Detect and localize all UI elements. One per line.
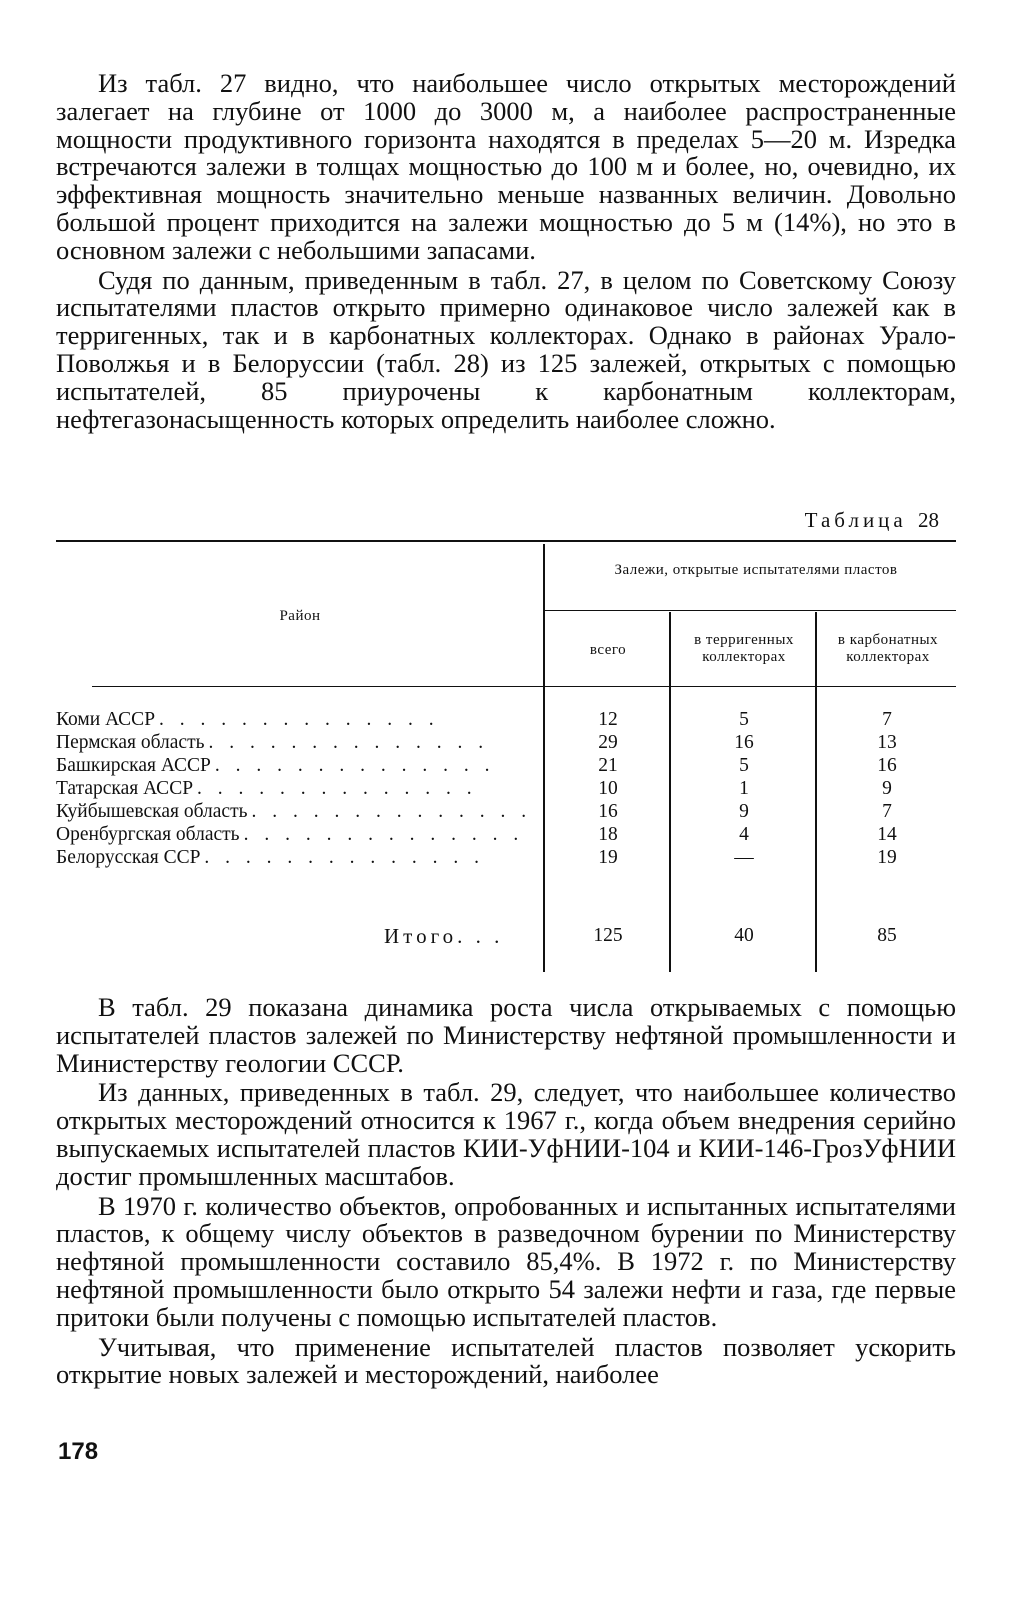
header-region: Район [279, 608, 321, 624]
cell-terrigenous: 4 [739, 824, 749, 845]
page-number: 178 [58, 1438, 99, 1465]
cell-carbonate: 13 [877, 732, 897, 753]
region-header-swash [92, 686, 544, 687]
cell-terrigenous: 16 [734, 732, 754, 753]
leader-dots: . . . . . . . . . . . . . . [204, 847, 485, 868]
header-group: Залежи, открытые испытателями пластов [614, 562, 898, 578]
cell-terrigenous: 9 [739, 801, 749, 822]
leader-dots: . . . . . . . . . . . . . . [214, 755, 495, 776]
table-caption [805, 508, 939, 533]
cell-total: 10 [598, 778, 618, 799]
table-row-region: Оренбургская область . . . . . . . . . . . . . . [56, 824, 524, 845]
paragraph: В 1970 г. количество объектов, опробованных и испытанных испытателями пластов, к общему числу объектов в разведочном бурении по Министерству нефтяной промышленности составило 85,4%. В 1972 г. по Министерству нефтяной промышленности было открыто 54 залежи нефти и газа, где первые притоки были получены с помощью испытателей пластов. [56, 1190, 956, 1332]
table-row-region: Белорусская ССР . . . . . . . . . . . . . . [56, 847, 485, 868]
bottom-text [56, 994, 956, 1389]
table-caption-number: 28 [918, 508, 939, 532]
cell-carbonate: 7 [882, 801, 892, 822]
totals-terrigenous: 40 [734, 925, 754, 946]
leader-dots: . . . . . . . . . . . . . . [243, 824, 524, 845]
header-bottom-rule [544, 686, 956, 687]
table-row-region: Татарская АССР . . . . . . . . . . . . . . [56, 778, 478, 799]
paragraph: В табл. 29 показана динамика роста числа открываемых с помощью испытателей пластов залежей по Министерству нефтяной промышленности и Министерству геологии СССР. [56, 992, 956, 1078]
table-row-region: Пермская область . . . . . . . . . . . . . . [56, 732, 489, 753]
totals-label: Итого. . . [384, 924, 504, 948]
group-header-rule [544, 610, 956, 611]
paragraph: Судя по данным, приведенным в табл. 27, в целом по Советскому Союзу испытателями пластов открыто примерно одинаковое число залежей как в терригенных, так и в карбонатных коллекторах. Однако в районах Урало-Поволжья и в Белоруссии (табл. 28) из 125 залежей, открытых с помощью испытателей, 85 приурочены к карбонатным коллекторам, нефтегазонасыщенность которых определить наиболее сложно. [56, 264, 956, 434]
cell-carbonate: 19 [877, 847, 897, 868]
cell-terrigenous: — [734, 847, 754, 868]
leader-dots: . . . . . . . . . . . . . . [159, 709, 440, 730]
cell-carbonate: 16 [877, 755, 897, 776]
leader-dots: . . . . . . . . . . . . . . [251, 801, 532, 822]
table-row-region: Куйбышевская область . . . . . . . . . . . . . . [56, 801, 532, 822]
cell-terrigenous: 5 [739, 755, 749, 776]
cell-total: 12 [598, 709, 618, 730]
totals-total: 125 [593, 925, 623, 946]
table-row-region: Коми АССР . . . . . . . . . . . . . . [56, 709, 440, 730]
header-carbonate: в карбонатных коллекторах [837, 632, 939, 665]
cell-total: 16 [598, 801, 618, 822]
paragraph: Из данных, приведенных в табл. 29, следует, что наибольшее количество открытых месторождений относится к 1967 г., когда объем внедрения серийно выпускаемых испытателей пластов КИИ-УфНИИ-104 и КИИ-146-ГрозУфНИИ достиг промышленных масштабов. [56, 1077, 956, 1191]
table-caption-word: Таблица [804, 508, 907, 532]
cell-total: 29 [598, 732, 618, 753]
leader-dots: . . . . . . . . . . . . . . [208, 732, 489, 753]
header-total: всего [589, 642, 627, 658]
cell-total: 19 [598, 847, 618, 868]
cell-carbonate: 9 [882, 778, 892, 799]
cell-terrigenous: 1 [739, 778, 749, 799]
top-text [56, 70, 956, 433]
data-table [56, 540, 956, 975]
cell-carbonate: 14 [877, 824, 897, 845]
paragraph: Из табл. 27 видно, что наибольшее число открытых месторождений залегает на глубине от 1000 до 3000 м, а наиболее распространенные мощности продуктивного горизонта находятся в пределах 5—20 м. Изредка встречаются залежи в толщах мощностью до 100 м и более, но, очевидно, их эффективная мощность значительно меньше названных величин. Довольно большой процент приходится на залежи мощностью до 5 м (14%), но это в основном залежи с небольшими запасами. [56, 68, 956, 265]
header-terrigenous: в терригенных коллекторах [694, 632, 794, 665]
cell-carbonate: 7 [882, 709, 892, 730]
table-row-region: Башкирская АССР . . . . . . . . . . . . . . [56, 755, 495, 776]
totals-carbonate: 85 [877, 925, 897, 946]
cell-terrigenous: 5 [739, 709, 749, 730]
cell-total: 18 [598, 824, 618, 845]
paragraph: Учитывая, что применение испытателей пластов позволяет ускорить открытие новых залежей и месторождений, наиболее [56, 1331, 956, 1390]
leader-dots: . . . . . . . . . . . . . . [197, 778, 478, 799]
cell-total: 21 [598, 755, 618, 776]
table-top-rule [56, 540, 956, 542]
